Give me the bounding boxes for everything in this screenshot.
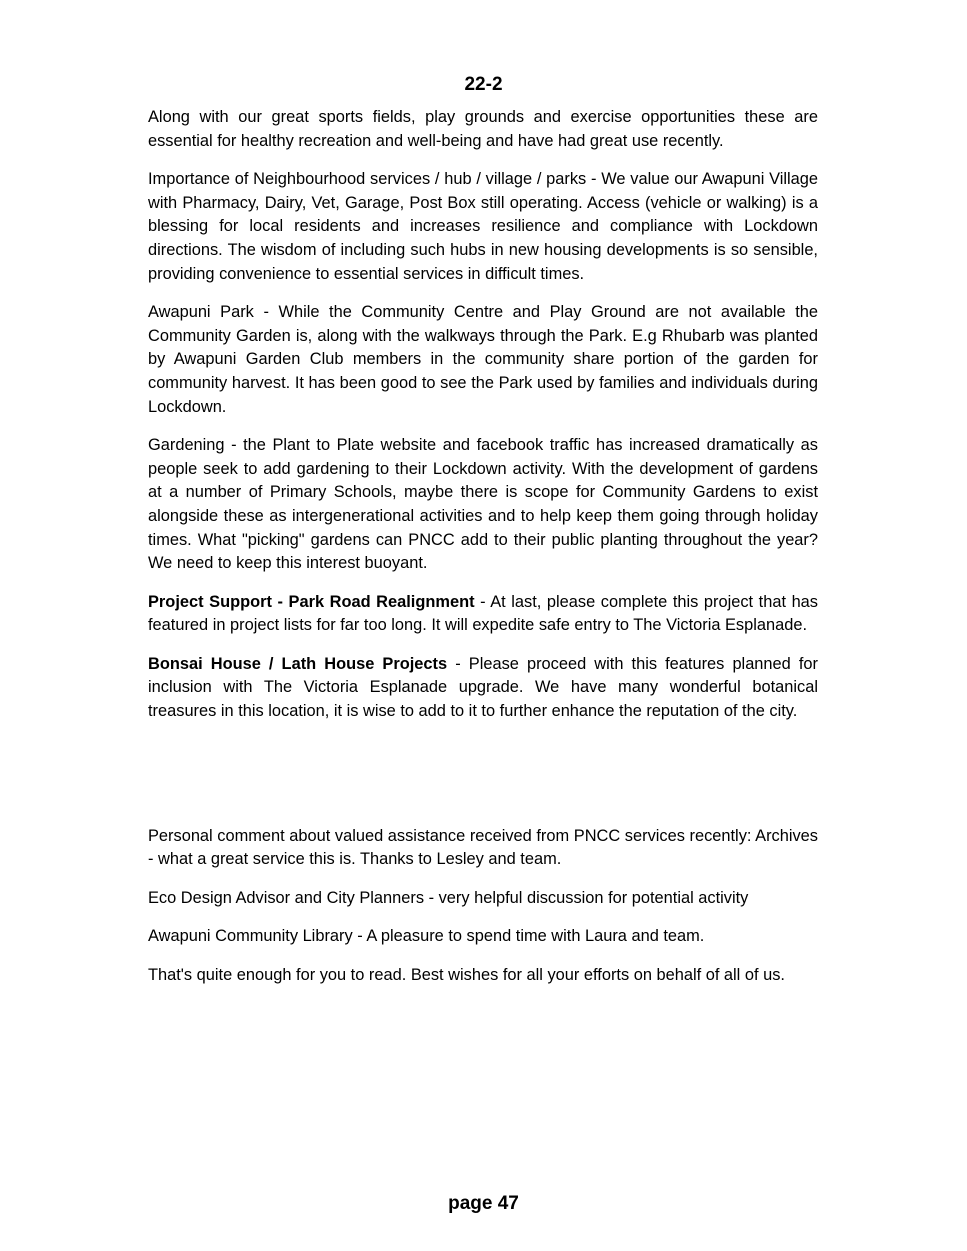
bonsai-house-body: - Please proceed with this features planned for inclusion with The Victoria Esplanade upgrade. We have many wonderful botanical treasures in this location, it is wise to add to it to further enhance the reputation of the city. [148, 654, 818, 721]
paragraph-park-road-realignment [148, 591, 818, 638]
page-number: page 47 [448, 1193, 519, 1214]
paragraph-eco-design: Eco Design Advisor and City Planners - very helpful discussion for potential activity [148, 888, 749, 907]
paragraph-closing: That's quite enough for you to read. Best wishes for all your efforts on behalf of all of us. [148, 966, 785, 985]
bonsai-house-heading: Bonsai House / Lath House Projects [148, 654, 448, 673]
park-road-heading: Project Support - Park Road Realignment [148, 592, 475, 611]
document-reference: 22-2 [464, 74, 503, 95]
paragraph-bonsai-house [148, 653, 818, 724]
paragraph-sports-fields: Along with our great sports fields, play grounds and exercise opportunities these are essential for healthy recreation and well-being and have had great use recently. [148, 108, 818, 150]
paragraph-gardening: Gardening - the Plant to Plate website and facebook traffic has increased dramatically as people seek to add gardening to their Lockdown activity. With the development of gardens at a number of Primary Schools, maybe there is scope for Community Gardens to exist alongside these as intergenerational activities and to help keep them going through holiday times. What "picking" gardens can PNCC add to their public planting throughout the year? We need to keep this interest buoyant. [148, 436, 818, 573]
paragraph-awapuni-park: Awapuni Park - While the Community Centre and Play Ground are not available the Community Garden is, along with the walkways through the Park. E.g Rhubarb was planted by Awapuni Garden Club members in the community share portion of the garden for community harvest. It has been good to see the Park used by families and individuals during Lockdown. [148, 303, 818, 416]
paragraph-library: Awapuni Community Library - A pleasure to spend time with Laura and team. [148, 927, 705, 946]
park-road-body: - At last, please complete this project that has featured in project lists for far too long. It will expedite safe entry to The Victoria Esplanade. [148, 592, 818, 635]
paragraph-neighbourhood-services: Importance of Neighbourhood services / hub / village / parks - We value our Awapuni Village with Pharmacy, Dairy, Vet, Garage, Post Box still operating. Access (vehicle or walking) is a blessing for local residents and increases resilience and compliance with Lockdown directions. The wisdom of including such hubs in new housing developments is so sensible, providing convenience to essential services in difficult times. [148, 170, 818, 283]
paragraph-personal-comment: Personal comment about valued assistance received from PNCC services recently: Archives - what a great service this is. Thanks to Lesley and team. [148, 826, 818, 869]
section-spacer [148, 724, 818, 810]
document-body [148, 106, 818, 988]
